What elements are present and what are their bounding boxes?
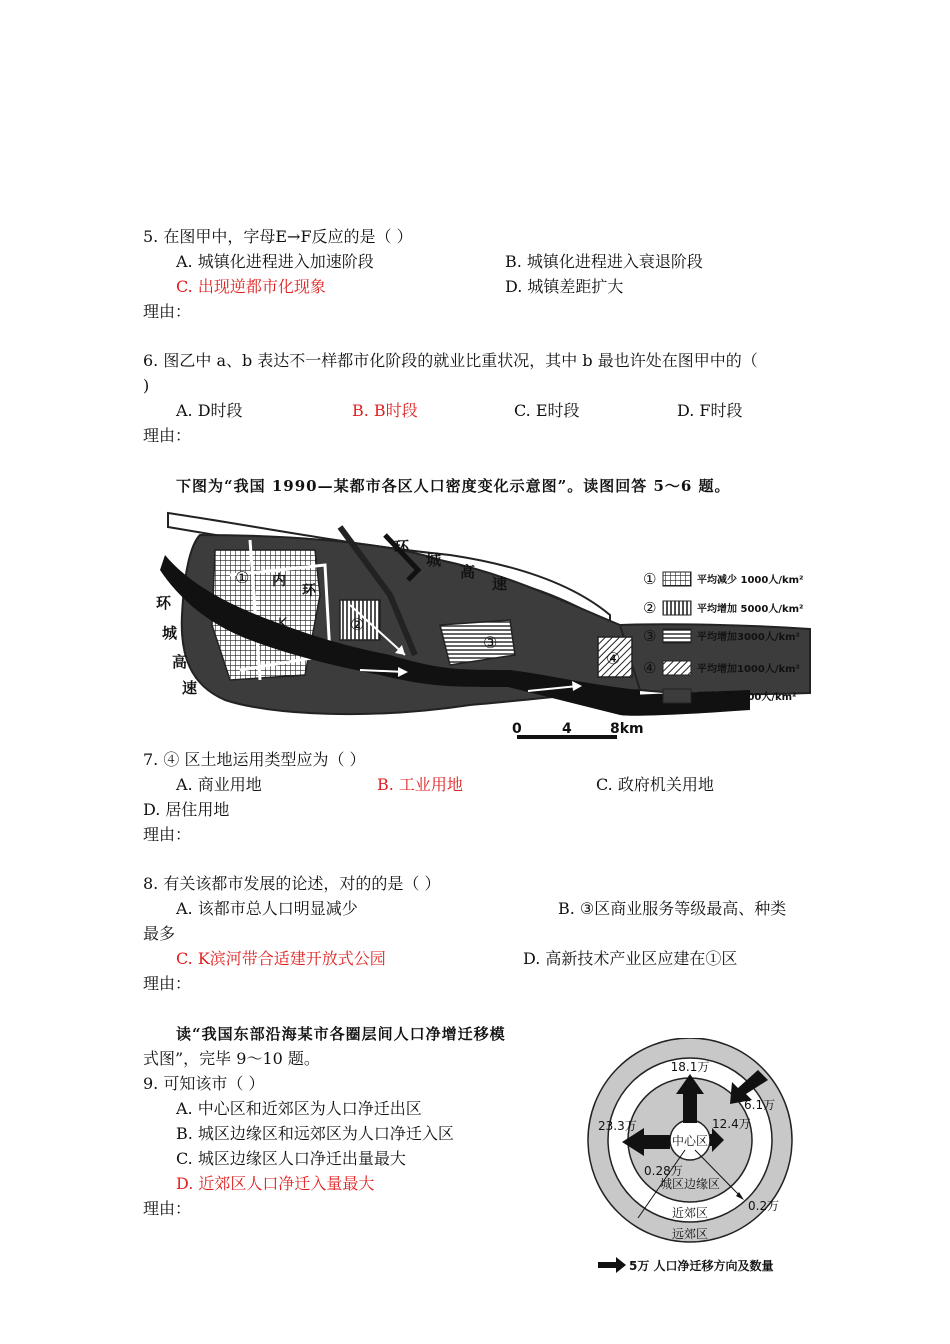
map-ring-left-2: 城 xyxy=(162,624,178,642)
legend-text-2: 平均增加 5000人/km² xyxy=(697,604,804,615)
ring-legend: 5万 人口净迁移方向及数量 xyxy=(629,1259,774,1273)
legend-num-3: ③ xyxy=(643,627,657,645)
q9-stem: 9. 可知该市（ ） xyxy=(143,1074,265,1093)
map-zone-2: ② xyxy=(350,615,365,634)
q9-option-c: C. 城区边缘区人口净迁出量最大 xyxy=(176,1149,406,1168)
q6-stem: 6. 图乙中 a、b 表达不一样都市化阶段的就业比重状况，其中 b 最也许处在图甲中的（ xyxy=(143,351,758,370)
scale-4: 4 xyxy=(562,721,572,737)
q5-stem: 5. 在图甲中，字母E→F反应的是（ ） xyxy=(143,227,413,246)
map-ring-left-3: 高 xyxy=(172,653,188,671)
q9-reason: 理由： xyxy=(143,1199,192,1218)
q7-option-c: C. 政府机关用地 xyxy=(596,775,714,794)
map-zone-1: ① xyxy=(235,568,250,587)
value-inner: 12.4万 xyxy=(712,1117,751,1131)
map-ring-right-4: 速 xyxy=(492,575,508,593)
q6-option-d: D. F时段 xyxy=(677,401,743,420)
scale-0: 0 xyxy=(512,721,522,737)
value-small1: 0.28万 xyxy=(644,1164,683,1178)
q6-option-c: C. E时段 xyxy=(514,401,580,420)
population-density-map xyxy=(150,505,820,745)
value-small2: 0.2万 xyxy=(748,1199,780,1213)
q7-option-d: D. 居住用地 xyxy=(143,800,230,819)
q5-reason: 理由： xyxy=(143,302,192,321)
q7-reason: 理由： xyxy=(143,825,192,844)
q6-stem-cont: ) xyxy=(143,376,150,395)
legend-num-1: ① xyxy=(643,570,657,588)
map-ring-right-3: 高 xyxy=(460,563,476,581)
q9-option-b: B. 城区边缘区和远郊区为人口净迁入区 xyxy=(176,1124,454,1143)
legend-text-5: 平均增加 500人/km² xyxy=(697,692,797,703)
q8-option-d: D. 高新技术产业区应建在①区 xyxy=(523,949,738,968)
ring-center-label: 中心区 xyxy=(671,1134,709,1148)
q8-option-b-cont: 最多 xyxy=(143,924,176,943)
legend-text-1: 平均减少 1000人/km² xyxy=(697,575,804,586)
q8-option-c: C. K滨河带合适建开放式公园 xyxy=(176,949,386,968)
q5-option-c: C. 出现逆都市化现象 xyxy=(176,277,326,296)
q8-stem: 8. 有关该都市发展的论述，对的的是（ ） xyxy=(143,874,441,893)
map-inner-ring-1: 内 xyxy=(272,573,286,589)
legend-text-4: 平均增加1000人/km² xyxy=(697,664,800,675)
q8-option-a: A. 该都市总人口明显减少 xyxy=(176,899,358,918)
scale-8km: 8km xyxy=(610,721,644,737)
map-scale-bar xyxy=(512,721,644,739)
map-river-label: K xyxy=(278,616,288,632)
ring-far-label: 远郊区 xyxy=(671,1227,709,1241)
map-ring-right-2: 城 xyxy=(426,551,442,569)
q6-option-b: B. B时段 xyxy=(352,401,418,420)
q7-option-b: B. 工业用地 xyxy=(377,775,463,794)
q8-option-b: B. ③区商业服务等级最高、种类 xyxy=(558,899,787,918)
map-ring-left-1: 环 xyxy=(156,594,172,612)
value-left: 23.3万 xyxy=(598,1119,637,1133)
q5-option-b: B. 城镇化进程进入衰退阶段 xyxy=(505,252,703,271)
q8-reason: 理由： xyxy=(143,974,192,993)
q9-option-a: A. 中心区和近郊区为人口净迁出区 xyxy=(176,1099,422,1118)
ring-edge-label: 城区边缘区 xyxy=(659,1177,721,1191)
legend-num-4: ④ xyxy=(643,659,657,677)
map-ring-left-4: 速 xyxy=(182,679,198,697)
q6-option-a: A. D时段 xyxy=(176,401,243,420)
q9-option-d: D. 近郊区人口净迁入量最大 xyxy=(176,1174,375,1193)
q9-intro-cont: 式图”，完毕 9～10 题。 xyxy=(143,1049,320,1068)
migration-ring-diagram xyxy=(582,1038,812,1280)
map-zone-4: ④ xyxy=(606,649,621,668)
ring-near-label: 近郊区 xyxy=(671,1206,709,1220)
map-zone-3: ③ xyxy=(483,633,498,652)
legend-num-2: ② xyxy=(643,599,657,617)
map-ring-right-1: 环 xyxy=(394,538,410,556)
q9-intro: 读“我国东部沿海某市各圈层间人口净增迁移模 xyxy=(176,1025,506,1043)
map-caption: 下图为“我国 1990—某都市各区人口密度变化示意图”。读图回答 5～6 题。 xyxy=(176,477,731,495)
q7-stem: 7. ④ 区土地运用类型应为（ ） xyxy=(143,750,366,769)
q5-option-d: D. 城镇差距扩大 xyxy=(505,277,624,296)
q5-option-a: A. 城镇化进程进入加速阶段 xyxy=(176,252,374,271)
q6-reason: 理由： xyxy=(143,426,192,445)
value-diag: 6.1万 xyxy=(744,1098,776,1112)
legend-text-3: 平均增加3000人/km² xyxy=(697,632,800,643)
q7-option-a: A. 商业用地 xyxy=(176,775,262,794)
map-inner-ring-2: 环 xyxy=(302,583,316,599)
value-up: 18.1万 xyxy=(670,1060,710,1074)
